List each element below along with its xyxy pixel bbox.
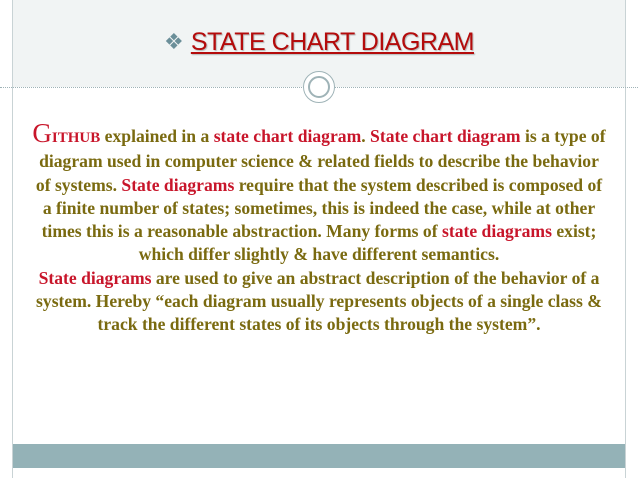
- paragraph1-run: G: [32, 118, 52, 148]
- paragraph1-run: ITHUB: [51, 130, 101, 146]
- divider-circle-ornament: [303, 71, 335, 103]
- paragraph1-run: require that the system described is composed of a finite number of states; sometimes, this is indeed the case, while at other times this is a reasonable abstraction. Many forms of: [41, 174, 603, 242]
- right-frame-line: [625, 0, 626, 478]
- slide-body: [30, 118, 608, 337]
- paragraph1-run: state diagrams: [441, 221, 552, 242]
- paragraph1-run: .: [361, 126, 371, 146]
- paragraph1-run: State chart diagram: [370, 126, 521, 146]
- paragraph1-run: explained in a: [100, 126, 214, 146]
- paragraph1-run: State diagrams: [121, 174, 235, 195]
- paragraph1-run: exist; which differ slightly & have different semantics.: [138, 221, 597, 265]
- bottom-band: [13, 444, 625, 468]
- slide-title: STATE CHART DIAGRAM: [190, 28, 474, 56]
- paragraph1-run: is a type of diagram used in computer science & related fields to describe the behavior of systems.: [35, 126, 606, 195]
- slide-title-row: [0, 28, 638, 57]
- body-paragraph-2: [30, 267, 608, 337]
- paragraph2-run: State diagrams: [38, 267, 152, 288]
- paragraph2-run: are used to give an abstract description of the behavior of a system. Hereby “each diagram usually represents objects of a single class & track the different states of its objects through the system”.: [36, 267, 602, 335]
- diamond-bullet-icon: ❖: [164, 30, 184, 55]
- body-paragraph-1: [30, 118, 608, 267]
- paragraph1-run: state chart diagram: [213, 126, 362, 146]
- divider-circle-inner: [308, 76, 330, 98]
